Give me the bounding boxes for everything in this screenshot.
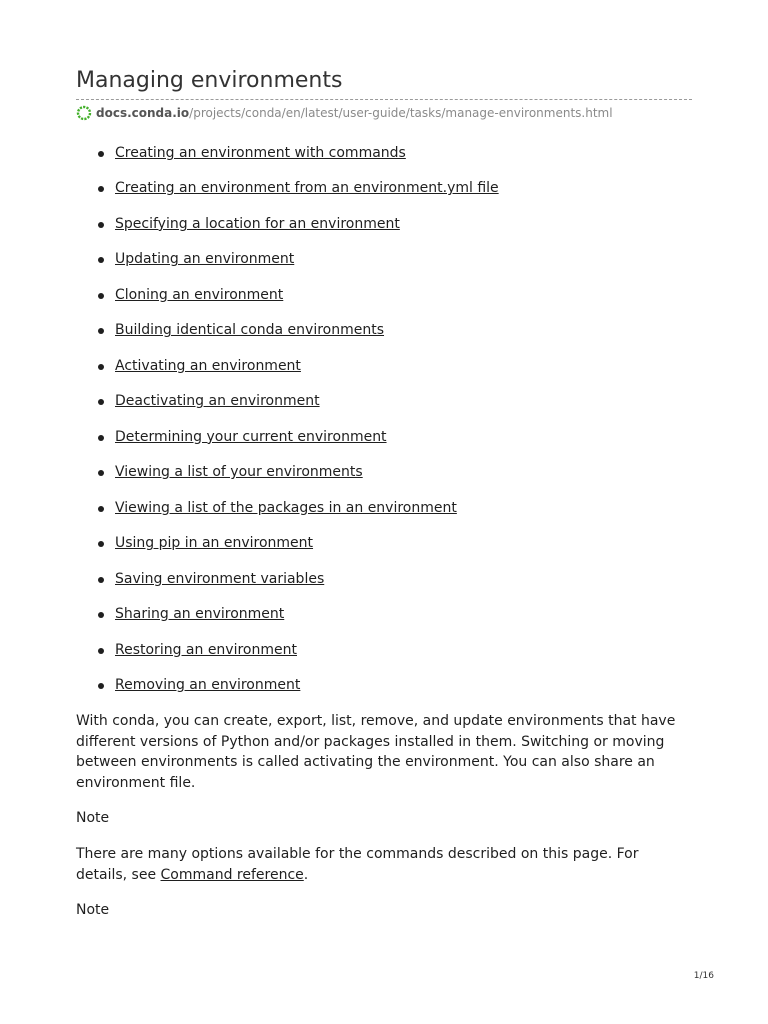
note-text: There are many options available for the commands described on this page. For details, see: [76, 846, 639, 883]
source-domain: docs.conda.io: [96, 106, 190, 120]
bullet-icon: [98, 293, 104, 299]
toc-link-activating[interactable]: Activating an environment: [115, 357, 301, 374]
title-divider: [76, 99, 692, 100]
toc-link-creating-from-yml[interactable]: Creating an environment from an environment.yml file: [115, 180, 499, 197]
toc-link-viewing-environments[interactable]: Viewing a list of your environments: [115, 464, 363, 481]
note-paragraph: [76, 844, 692, 885]
note-text-end: .: [303, 866, 309, 883]
intro-paragraph: With conda, you can create, export, list, remove, and update environments that have different versions of Python and/or packages installed in them. Switching or moving between environments is called activating the environment. You can also share an environment file.: [76, 713, 676, 791]
conda-logo-icon: [76, 105, 92, 121]
bullet-icon: [98, 399, 104, 405]
bullet-icon: [98, 577, 104, 583]
bullet-icon: [98, 612, 104, 618]
toc-link-viewing-packages[interactable]: Viewing a list of the packages in an environment: [115, 499, 457, 516]
source-url[interactable]: [76, 104, 613, 122]
page-number: 1/16: [693, 971, 714, 981]
bullet-icon: [98, 364, 104, 370]
toc-link-sharing[interactable]: Sharing an environment: [115, 606, 285, 623]
bullet-icon: [98, 506, 104, 512]
toc-link-removing[interactable]: Removing an environment: [115, 677, 301, 694]
bullet-icon: [98, 683, 104, 689]
bullet-icon: [98, 186, 104, 192]
note-label-2: Note: [76, 902, 110, 918]
toc-link-saving-variables[interactable]: Saving environment variables: [115, 570, 325, 587]
toc-link-determining-current[interactable]: Determining your current environment: [115, 428, 387, 445]
toc-link-using-pip[interactable]: Using pip in an environment: [115, 535, 314, 552]
toc-link-specifying-location[interactable]: Specifying a location for an environment: [115, 215, 400, 232]
bullet-icon: [98, 541, 104, 547]
bullet-icon: [98, 257, 104, 263]
bullet-icon: [98, 470, 104, 476]
source-path: /projects/conda/en/latest/user-guide/tasks/manage-environments.html: [189, 106, 613, 120]
toc-link-deactivating[interactable]: Deactivating an environment: [115, 393, 320, 410]
bullet-icon: [98, 222, 104, 228]
toc-link-updating[interactable]: Updating an environment: [115, 251, 295, 268]
bullet-icon: [98, 151, 104, 157]
toc-link-creating-with-commands[interactable]: Creating an environment with commands: [115, 145, 406, 161]
toc-link-restoring[interactable]: Restoring an environment: [115, 641, 297, 658]
toc-link-building-identical[interactable]: Building identical conda environments: [115, 322, 385, 339]
bullet-icon: [98, 328, 104, 334]
bullet-icon: [98, 435, 104, 441]
command-reference-link[interactable]: Command reference: [160, 866, 304, 883]
page-title: Managing environments: [76, 68, 343, 93]
bullet-icon: [98, 648, 104, 654]
toc-link-cloning[interactable]: Cloning an environment: [115, 286, 284, 303]
note-label: Note: [76, 810, 110, 826]
